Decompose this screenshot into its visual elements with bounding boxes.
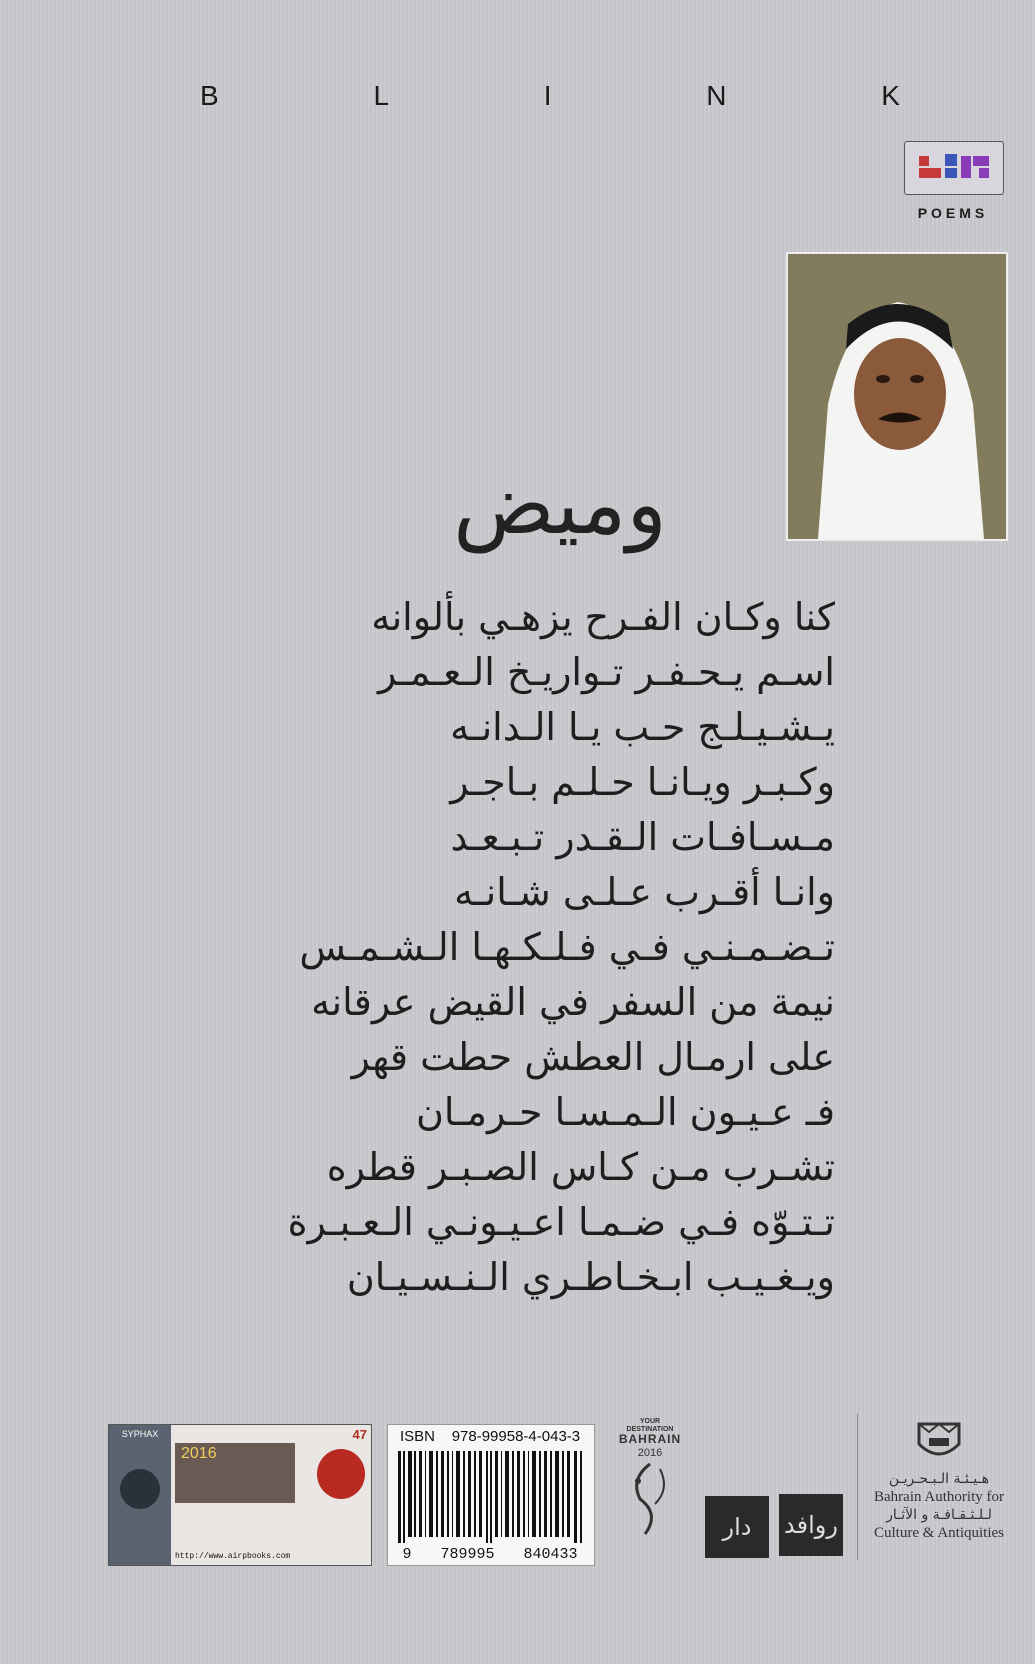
destination-line: YOUR [639, 1418, 661, 1425]
destination-line: BAHRAIN [618, 1432, 682, 1447]
publisher-sticker [108, 1424, 372, 1566]
sticker-image [109, 1425, 171, 1565]
stamp-circle-icon [317, 1449, 365, 1499]
series-letter: L [373, 80, 390, 111]
destination-line: 2016 [637, 1446, 663, 1459]
poem-line: تـتـوّه فـي ضـمـا اعـيـونـي الـعـبـرة [287, 1200, 835, 1244]
series-letter: B [200, 80, 219, 111]
poem-line: على ارمـال العطش حطت قهر [351, 1035, 835, 1079]
authority-english: Bahrain Authority for [874, 1489, 1004, 1506]
poetry-logo-icon [905, 142, 1003, 194]
barcode-digits [388, 1546, 592, 1563]
destination-line: DESTINATION [626, 1425, 674, 1433]
sticker-emblem-icon [120, 1469, 160, 1509]
series-title [200, 80, 900, 112]
author-photo [786, 252, 1008, 541]
barcode-digit-group: 9 [402, 1546, 412, 1563]
calligraphy-emblem-icon [620, 1459, 680, 1539]
barcode-digit-group: 840433 [523, 1546, 578, 1563]
publisher-logo-icon: دار [705, 1496, 769, 1558]
poem-line: فـ عـيـون الـمـسـا حـرمـان [415, 1090, 835, 1134]
series-letter: N [706, 80, 727, 111]
isbn-line [400, 1428, 580, 1445]
poem-line: كنا وكـان الفـرح يزهـي بألوانه [371, 595, 835, 639]
bahrain-authority [864, 1418, 1014, 1542]
poem-line: وكـبـر ويـانـا حـلـم بـاجـر [450, 760, 835, 804]
poem-line: مـسـافـات الـقـدر تـبـعـد [450, 815, 835, 859]
authority-emblem-icon [913, 1418, 965, 1466]
isbn-label: ISBN [400, 1428, 436, 1445]
poem-line: وانـا أقـرب عـلـى شـانـه [454, 870, 835, 914]
series-letter: K [881, 80, 900, 111]
barcode-bars-icon [398, 1451, 584, 1543]
isbn-number: 978-99958-4-043-3 [451, 1428, 581, 1445]
book-title: وميض [453, 455, 667, 553]
poem-line: يـشـيـلـج حـب يـا الـدانـه [450, 705, 835, 749]
poem-line: تـضـمـنـي فـي فـلـكـهـا الـشـمـس [299, 925, 835, 969]
poem-line: تشـرب مـن كـاس الصـبـر قطره [326, 1145, 835, 1189]
barcode-digit-group: 789995 [440, 1546, 495, 1563]
poem-line: اسـم يـحـفـر تـواريـخ الـعـمـر [377, 650, 835, 694]
sticker-photo [175, 1443, 295, 1503]
series-letter: I [543, 80, 552, 111]
destination-badge [610, 1418, 690, 1543]
authority-arabic: لـلـثـقـافـة و الآثـار [886, 1507, 992, 1524]
sticker-website: http://www.airpbooks.com [175, 1552, 291, 1561]
sticker-publisher: SYPHAX [121, 1429, 159, 1439]
logo-label: POEMS [917, 205, 989, 221]
authority-english: Culture & Antiquities [874, 1525, 1004, 1542]
poem-text [275, 590, 835, 1305]
barcode-box [387, 1424, 595, 1566]
year-badge: 2016 [181, 1445, 217, 1462]
poem-line: ويـغـيـب ابـخـاطـري الـنـسـيـان [346, 1255, 835, 1299]
poetry-logo [904, 141, 1004, 195]
poem-line: نيمة من السفر في القيض عرقانه [311, 980, 835, 1024]
rawafed-logo-icon: روافد [779, 1494, 843, 1556]
divider [857, 1414, 858, 1560]
authority-arabic: هـيـئـة الـبـحـريـن [888, 1471, 990, 1487]
sticker-number: 47 [352, 1427, 367, 1442]
